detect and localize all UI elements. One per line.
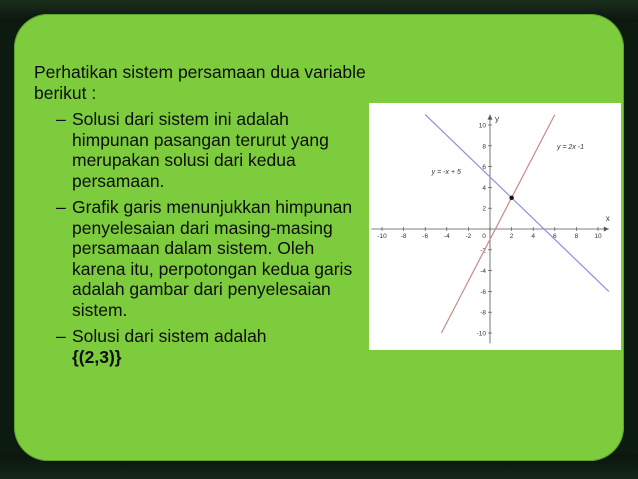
series-label: y = -x + 5: [431, 168, 461, 176]
intro-text: Perhatikan sistem persamaan dua variable berikut :: [34, 62, 366, 103]
bullet-item: [34, 197, 369, 320]
bullet-text: Solusi dari sistem ini adalah himpunan pasangan terurut yang merupakan solusi dari kedua persamaan.: [72, 109, 329, 191]
y-tick-label: -2: [480, 247, 486, 255]
x-axis-arrow-icon: [604, 227, 609, 232]
x-tick-label: -4: [443, 233, 450, 240]
x-tick-label: 8: [574, 233, 579, 240]
bullet-list: [34, 109, 369, 367]
y-tick-label: -8: [480, 309, 486, 317]
intersection-point: [509, 196, 513, 200]
x-axis-label: x: [605, 214, 610, 223]
series-line: [425, 115, 609, 292]
solution-answer: {(2,3)}: [72, 346, 122, 367]
x-tick-label: -8: [400, 233, 407, 240]
x-tick-label: 0: [482, 233, 486, 240]
coordinate-graph: [369, 103, 621, 350]
y-tick-label: 10: [478, 122, 486, 130]
y-tick-label: -6: [480, 288, 486, 296]
x-tick-label: 2: [509, 233, 514, 240]
series-label: y = 2x -1: [556, 143, 585, 151]
bullet-dash: –: [56, 109, 66, 129]
y-tick-label: 8: [482, 143, 486, 151]
bullet-item: [34, 326, 369, 367]
bullet-dash: –: [56, 326, 66, 346]
x-tick-label: -10: [377, 233, 387, 240]
y-axis-label: y: [495, 114, 499, 124]
bullet-item: [34, 109, 369, 191]
x-tick-label: -6: [422, 233, 429, 240]
bullet-text: Solusi dari sistem adalah: [72, 326, 267, 346]
y-axis-arrow-icon: [488, 115, 493, 120]
y-tick-label: -10: [476, 330, 486, 338]
x-tick-label: 4: [531, 233, 536, 240]
y-tick-label: 4: [482, 184, 486, 192]
y-tick-label: 2: [482, 205, 486, 213]
x-tick-label: 6: [552, 233, 557, 240]
y-tick-label: -4: [480, 268, 486, 276]
bullet-dash: –: [56, 197, 66, 217]
slide-text: [34, 62, 369, 373]
bullet-text: Grafik garis menunjukkan himpunan penyelesaian dari masing-masing persamaan dalam sistem. Oleh karena itu, perpotongan kedua garis adalah gambar dari penyelesaian sistem.: [72, 197, 353, 320]
y-tick-label: 6: [482, 164, 486, 172]
x-tick-label: -2: [465, 233, 472, 240]
x-tick-label: 10: [594, 233, 602, 240]
graph-panel: [369, 103, 621, 350]
